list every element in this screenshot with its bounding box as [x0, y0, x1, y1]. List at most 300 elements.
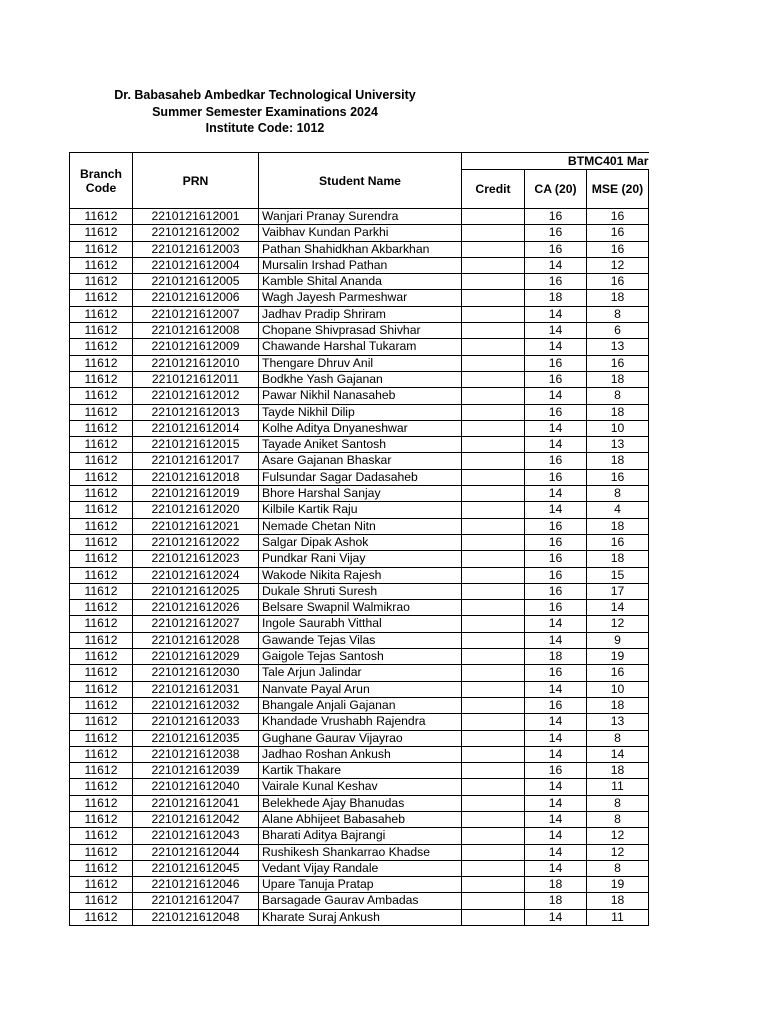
ca-cell: 14: [525, 681, 587, 697]
credit-cell: [462, 323, 525, 339]
table-row: [70, 551, 650, 567]
credit-cell: [462, 746, 525, 762]
next-cell: [649, 371, 650, 387]
next-cell: [649, 453, 650, 469]
mse-cell: 10: [587, 681, 649, 697]
student-name-cell: Bodkhe Yash Gajanan: [259, 371, 462, 387]
branch-code-cell: 11612: [70, 290, 133, 306]
mse-cell: 18: [587, 404, 649, 420]
prn-cell: 2210121612010: [133, 355, 259, 371]
next-cell: [649, 241, 650, 257]
prn-cell: 2210121612001: [133, 209, 259, 225]
credit-cell: [462, 388, 525, 404]
prn-cell: 2210121612040: [133, 779, 259, 795]
branch-code-cell: 11612: [70, 518, 133, 534]
ca-cell: 16: [525, 534, 587, 550]
branch-code-cell: 11612: [70, 388, 133, 404]
branch-code-cell: 11612: [70, 714, 133, 730]
subject-header: BTMC401 Mar: [462, 153, 649, 170]
branch-code-cell: 11612: [70, 567, 133, 583]
branch-code-cell: 11612: [70, 779, 133, 795]
next-cell: [649, 616, 650, 632]
prn-cell: 2210121612025: [133, 583, 259, 599]
next-cell: [649, 323, 650, 339]
mse-cell: 18: [587, 893, 649, 909]
next-cell: [649, 437, 650, 453]
student-name-cell: Kolhe Aditya Dnyaneshwar: [259, 420, 462, 436]
ca-cell: 14: [525, 828, 587, 844]
table-row: [70, 665, 650, 681]
branch-code-cell: 11612: [70, 209, 133, 225]
ca-cell: 14: [525, 437, 587, 453]
ca-cell: 14: [525, 420, 587, 436]
prn-cell: 2210121612042: [133, 811, 259, 827]
prn-cell: 2210121612026: [133, 600, 259, 616]
credit-cell: [462, 420, 525, 436]
credit-cell: [462, 665, 525, 681]
next-cell: [649, 518, 650, 534]
table-row: [70, 877, 650, 893]
ca-cell: 16: [525, 371, 587, 387]
mse-cell: 8: [587, 388, 649, 404]
table-row: [70, 225, 650, 241]
branch-code-cell: 11612: [70, 730, 133, 746]
ca-cell: 14: [525, 502, 587, 518]
prn-cell: 2210121612027: [133, 616, 259, 632]
student-name-cell: Bharati Aditya Bajrangi: [259, 828, 462, 844]
next-cell: [649, 257, 650, 273]
student-name-cell: Bhangale Anjali Gajanan: [259, 697, 462, 713]
mse-cell: 16: [587, 209, 649, 225]
table-row: [70, 649, 650, 665]
prn-cell: 2210121612007: [133, 306, 259, 322]
credit-cell: [462, 437, 525, 453]
next-cell: [649, 469, 650, 485]
table-row: [70, 502, 650, 518]
table-row: [70, 453, 650, 469]
branch-code-cell: 11612: [70, 437, 133, 453]
branch-code-cell: 11612: [70, 616, 133, 632]
prn-cell: 2210121612022: [133, 534, 259, 550]
table-row: [70, 518, 650, 534]
mse-cell: 12: [587, 257, 649, 273]
next-cell: [649, 355, 650, 371]
student-name-cell: Kilbile Kartik Raju: [259, 502, 462, 518]
mse-cell: 18: [587, 697, 649, 713]
student-name-cell: Vedant Vijay Randale: [259, 860, 462, 876]
table-row: [70, 534, 650, 550]
prn-cell: 2210121612041: [133, 795, 259, 811]
prn-cell: 2210121612032: [133, 697, 259, 713]
branch-code-cell: 11612: [70, 860, 133, 876]
mse-cell: 8: [587, 486, 649, 502]
ca-cell: 14: [525, 795, 587, 811]
table-row: [70, 404, 650, 420]
student-name-cell: Tale Arjun Jalindar: [259, 665, 462, 681]
branch-code-cell: 11612: [70, 420, 133, 436]
prn-cell: 2210121612009: [133, 339, 259, 355]
student-name-cell: Kharate Suraj Ankush: [259, 909, 462, 925]
prn-cell: 2210121612012: [133, 388, 259, 404]
next-cell: [649, 779, 650, 795]
mse-cell: 18: [587, 290, 649, 306]
next-cell: [649, 404, 650, 420]
branch-code-cell: 11612: [70, 355, 133, 371]
mse-cell: 12: [587, 844, 649, 860]
next-cell: [649, 893, 650, 909]
mse-cell: 8: [587, 306, 649, 322]
branch-code-cell: 11612: [70, 665, 133, 681]
mse-cell: 13: [587, 437, 649, 453]
table-row: [70, 209, 650, 225]
ca-cell: 18: [525, 877, 587, 893]
next-cell: [649, 909, 650, 925]
ca-cell: 16: [525, 583, 587, 599]
prn-cell: 2210121612035: [133, 730, 259, 746]
mse-cell: 14: [587, 746, 649, 762]
credit-cell: [462, 274, 525, 290]
credit-cell: [462, 681, 525, 697]
mse-cell: 16: [587, 355, 649, 371]
branch-code-cell: 11612: [70, 404, 133, 420]
credit-cell: [462, 893, 525, 909]
branch-code-cell: 11612: [70, 795, 133, 811]
student-name-cell: Jadhao Roshan Ankush: [259, 746, 462, 762]
prn-cell: 2210121612006: [133, 290, 259, 306]
table-row: [70, 616, 650, 632]
prn-cell: 2210121612033: [133, 714, 259, 730]
branch-code-cell: 11612: [70, 274, 133, 290]
table-row: [70, 811, 650, 827]
student-name-cell: Chopane Shivprasad Shivhar: [259, 323, 462, 339]
next-cell: [649, 388, 650, 404]
table-row: [70, 323, 650, 339]
ca-cell: 14: [525, 486, 587, 502]
student-name-cell: Gaigole Tejas Santosh: [259, 649, 462, 665]
student-name-cell: Khandade Vrushabh Rajendra: [259, 714, 462, 730]
ca-cell: 14: [525, 844, 587, 860]
ca-cell: 18: [525, 649, 587, 665]
student-name-cell: Mursalin Irshad Pathan: [259, 257, 462, 273]
mse-cell: 12: [587, 616, 649, 632]
ca-cell: 18: [525, 290, 587, 306]
credit-cell: [462, 828, 525, 844]
student-name-cell: Barsagade Gaurav Ambadas: [259, 893, 462, 909]
student-name-cell: Chawande Harshal Tukaram: [259, 339, 462, 355]
student-name-cell: Thengare Dhruv Anil: [259, 355, 462, 371]
mse-cell: 18: [587, 551, 649, 567]
branch-code-cell: 11612: [70, 306, 133, 322]
credit-cell: [462, 811, 525, 827]
student-name-cell: Gughane Gaurav Vijayrao: [259, 730, 462, 746]
credit-cell: [462, 257, 525, 273]
mse-cell: 8: [587, 730, 649, 746]
prn-cell: 2210121612047: [133, 893, 259, 909]
ca-cell: 16: [525, 453, 587, 469]
table-row: [70, 828, 650, 844]
prn-cell: 2210121612043: [133, 828, 259, 844]
credit-cell: [462, 714, 525, 730]
table-row: [70, 241, 650, 257]
branch-code-cell: 11612: [70, 502, 133, 518]
branch-code-cell: 11612: [70, 486, 133, 502]
student-name-cell: Gawande Tejas Vilas: [259, 632, 462, 648]
mse-cell: 6: [587, 323, 649, 339]
table-row: [70, 632, 650, 648]
next-cell: [649, 730, 650, 746]
credit-cell: [462, 567, 525, 583]
table-row: [70, 844, 650, 860]
next-cell: [649, 534, 650, 550]
ca-cell: 16: [525, 469, 587, 485]
next-cell: [649, 714, 650, 730]
student-name-cell: Pundkar Rani Vijay: [259, 551, 462, 567]
student-name-cell: Pathan Shahidkhan Akbarkhan: [259, 241, 462, 257]
next-cell: [649, 844, 650, 860]
ca-cell: 16: [525, 551, 587, 567]
next-cell: [649, 486, 650, 502]
next-cell: [649, 649, 650, 665]
ca-cell: 14: [525, 860, 587, 876]
ca-cell: 16: [525, 763, 587, 779]
branch-code-cell: 11612: [70, 844, 133, 860]
ca-cell: 14: [525, 811, 587, 827]
next-cell: [649, 225, 650, 241]
credit-cell: [462, 697, 525, 713]
table-row: [70, 420, 650, 436]
credit-cell: [462, 583, 525, 599]
mse-cell: 4: [587, 502, 649, 518]
ca-cell: 14: [525, 714, 587, 730]
ca-cell: 14: [525, 746, 587, 762]
branch-code-cell: 11612: [70, 811, 133, 827]
student-name-cell: Alane Abhijeet Babasaheb: [259, 811, 462, 827]
prn-cell: 2210121612014: [133, 420, 259, 436]
table-row: [70, 486, 650, 502]
institute-code: Institute Code: 1012: [205, 121, 325, 135]
table-row: [70, 583, 650, 599]
table-row: [70, 290, 650, 306]
next-cell: [649, 746, 650, 762]
student-name-cell: Kamble Shital Ananda: [259, 274, 462, 290]
credit-cell: [462, 453, 525, 469]
branch-code-cell: 11612: [70, 371, 133, 387]
table-row: [70, 714, 650, 730]
branch-code-cell: 11612: [70, 323, 133, 339]
mse-cell: 16: [587, 274, 649, 290]
table-row: [70, 909, 650, 925]
next-cell: [649, 290, 650, 306]
ca-cell: 16: [525, 697, 587, 713]
ca-cell: 14: [525, 306, 587, 322]
credit-cell: [462, 616, 525, 632]
student-name-cell: Salgar Dipak Ashok: [259, 534, 462, 550]
credit-cell: [462, 306, 525, 322]
table-row: [70, 437, 650, 453]
credit-cell: [462, 371, 525, 387]
student-name-cell: Tayde Nikhil Dilip: [259, 404, 462, 420]
mse-cell: 18: [587, 518, 649, 534]
next-cell: [649, 567, 650, 583]
mse-cell: 16: [587, 225, 649, 241]
next-cell: [649, 600, 650, 616]
ca-cell: 14: [525, 779, 587, 795]
mse-cell: 18: [587, 453, 649, 469]
mse-cell: 15: [587, 567, 649, 583]
prn-cell: 2210121612018: [133, 469, 259, 485]
branch-code-cell: 11612: [70, 257, 133, 273]
ca-cell: 16: [525, 241, 587, 257]
table-row: [70, 860, 650, 876]
table-row: [70, 388, 650, 404]
credit-cell: [462, 730, 525, 746]
credit-cell: [462, 600, 525, 616]
student-name-cell: Wakode Nikita Rajesh: [259, 567, 462, 583]
prn-cell: 2210121612008: [133, 323, 259, 339]
next-cell: [649, 860, 650, 876]
credit-cell: [462, 632, 525, 648]
credit-cell: [462, 469, 525, 485]
student-name-cell: Vairale Kunal Keshav: [259, 779, 462, 795]
credit-cell: [462, 860, 525, 876]
col-student-name: Student Name: [259, 153, 462, 209]
credit-cell: [462, 909, 525, 925]
table-row: [70, 763, 650, 779]
branch-code-cell: 11612: [70, 763, 133, 779]
ca-cell: 14: [525, 323, 587, 339]
prn-cell: 2210121612021: [133, 518, 259, 534]
table-row: [70, 306, 650, 322]
table-row: [70, 371, 650, 387]
credit-cell: [462, 649, 525, 665]
table-row: [70, 567, 650, 583]
prn-cell: 2210121612019: [133, 486, 259, 502]
prn-cell: 2210121612046: [133, 877, 259, 893]
table-row: [70, 274, 650, 290]
ca-cell: 16: [525, 209, 587, 225]
branch-code-cell: 11612: [70, 469, 133, 485]
prn-cell: 2210121612004: [133, 257, 259, 273]
prn-cell: 2210121612029: [133, 649, 259, 665]
table-row: [70, 469, 650, 485]
student-name-cell: Nanvate Payal Arun: [259, 681, 462, 697]
ca-cell: 14: [525, 339, 587, 355]
table-row: [70, 795, 650, 811]
branch-code-cell: 11612: [70, 746, 133, 762]
prn-cell: 2210121612028: [133, 632, 259, 648]
prn-cell: 2210121612013: [133, 404, 259, 420]
branch-code-cell: 11612: [70, 551, 133, 567]
next-cell: [649, 632, 650, 648]
ca-cell: 16: [525, 404, 587, 420]
mse-cell: 10: [587, 420, 649, 436]
student-name-cell: Dukale Shruti Suresh: [259, 583, 462, 599]
student-name-cell: Vaibhav Kundan Parkhi: [259, 225, 462, 241]
ca-cell: 16: [525, 274, 587, 290]
branch-code-cell: 11612: [70, 893, 133, 909]
table-row: [70, 746, 650, 762]
ca-cell: 14: [525, 616, 587, 632]
col-branch-code: Branch Code: [70, 153, 133, 209]
mse-cell: 13: [587, 714, 649, 730]
prn-cell: 2210121612017: [133, 453, 259, 469]
mse-cell: 18: [587, 763, 649, 779]
credit-cell: [462, 518, 525, 534]
exam-title: Summer Semester Examinations 2024: [152, 104, 378, 119]
col-mse: MSE (20): [587, 170, 649, 209]
next-cell: [649, 339, 650, 355]
student-name-cell: Tayade Aniket Santosh: [259, 437, 462, 453]
prn-cell: 2210121612002: [133, 225, 259, 241]
col-ca: CA (20): [525, 170, 587, 209]
next-cell: [649, 420, 650, 436]
table-body: [70, 209, 650, 926]
student-name-cell: Wagh Jayesh Parmeshwar: [259, 290, 462, 306]
prn-cell: 2210121612031: [133, 681, 259, 697]
next-cell: [649, 306, 650, 322]
mse-cell: 19: [587, 649, 649, 665]
branch-code-cell: 11612: [70, 649, 133, 665]
credit-cell: [462, 844, 525, 860]
mse-cell: 14: [587, 600, 649, 616]
ca-cell: 16: [525, 518, 587, 534]
credit-cell: [462, 534, 525, 550]
prn-cell: 2210121612030: [133, 665, 259, 681]
next-cell: [649, 274, 650, 290]
branch-code-cell: 11612: [70, 225, 133, 241]
student-name-cell: Jadhav Pradip Shriram: [259, 306, 462, 322]
mse-cell: 13: [587, 339, 649, 355]
mse-cell: 12: [587, 828, 649, 844]
credit-cell: [462, 551, 525, 567]
ca-cell: 14: [525, 257, 587, 273]
next-cell: [649, 583, 650, 599]
student-name-cell: Ingole Saurabh Vitthal: [259, 616, 462, 632]
results-table: [69, 152, 649, 926]
branch-code-cell: 11612: [70, 583, 133, 599]
mse-cell: 19: [587, 877, 649, 893]
credit-cell: [462, 290, 525, 306]
ca-cell: 16: [525, 665, 587, 681]
next-cell: [649, 209, 650, 225]
mse-cell: 16: [587, 534, 649, 550]
prn-cell: 2210121612044: [133, 844, 259, 860]
mse-cell: 16: [587, 241, 649, 257]
branch-code-cell: 11612: [70, 697, 133, 713]
credit-cell: [462, 763, 525, 779]
next-cell: [649, 795, 650, 811]
student-name-cell: Rushikesh Shankarrao Khadse: [259, 844, 462, 860]
prn-cell: 2210121612003: [133, 241, 259, 257]
table-row: [70, 730, 650, 746]
prn-cell: 2210121612011: [133, 371, 259, 387]
branch-code-cell: 11612: [70, 241, 133, 257]
credit-cell: [462, 877, 525, 893]
next-cell: [649, 665, 650, 681]
branch-code-cell: 11612: [70, 534, 133, 550]
next-cell: [649, 763, 650, 779]
mse-cell: 8: [587, 860, 649, 876]
table-row: [70, 697, 650, 713]
prn-cell: 2210121612024: [133, 567, 259, 583]
table-row: [70, 339, 650, 355]
ca-cell: 16: [525, 567, 587, 583]
mse-cell: 9: [587, 632, 649, 648]
next-cell: [649, 828, 650, 844]
student-name-cell: Belsare Swapnil Walmikrao: [259, 600, 462, 616]
branch-code-cell: 11612: [70, 339, 133, 355]
col-prn: PRN: [133, 153, 259, 209]
